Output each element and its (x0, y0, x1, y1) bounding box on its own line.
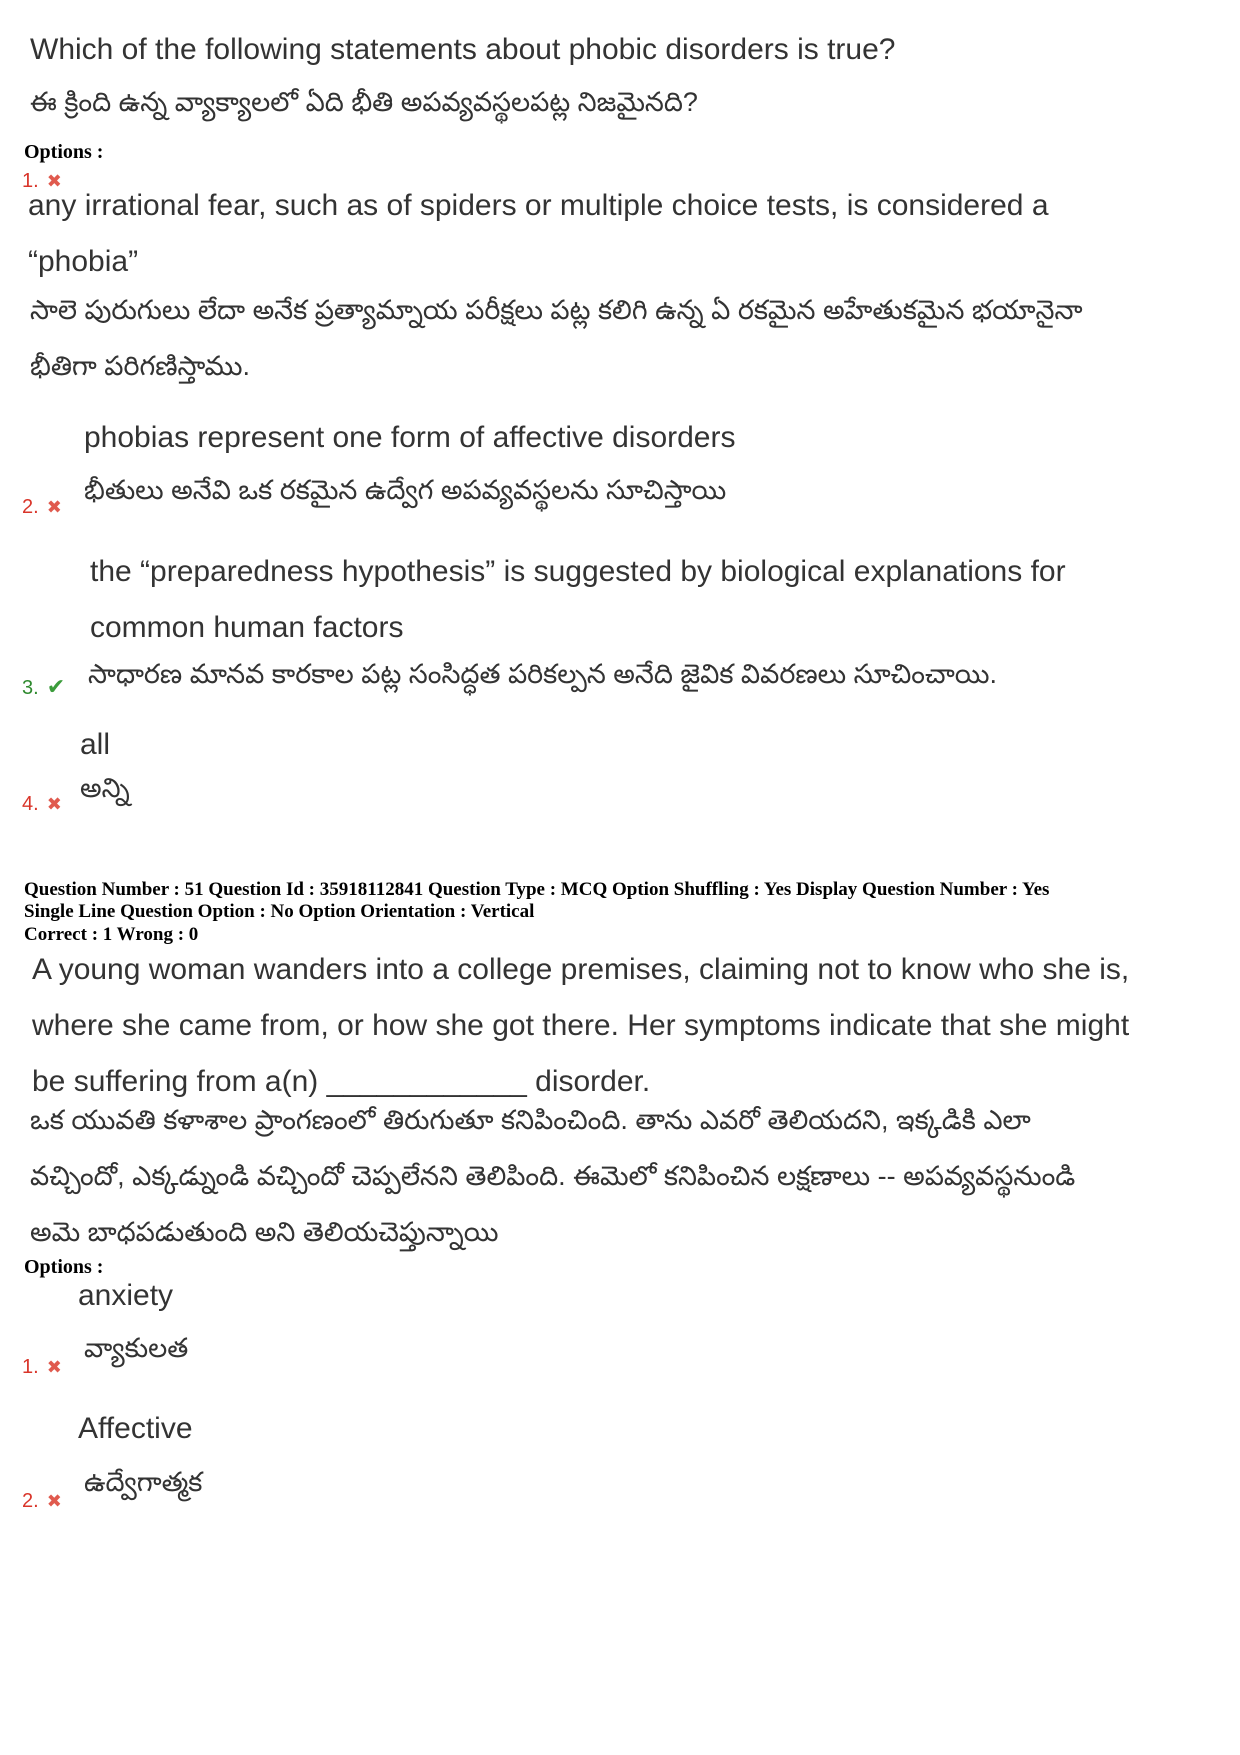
option-4-text-te: అన్ని (80, 773, 130, 803)
check-icon: ✔ (46, 674, 66, 699)
question-text-te (30, 1092, 1075, 1260)
option-number: 2. (22, 1490, 39, 1512)
score-line: Correct : 1 Wrong : 0 (24, 924, 199, 945)
options-label: Options : (24, 1256, 104, 1278)
question-text-line: ఒక యువతి కళాశాల ప్రాంగణంలో తిరుగుతూ కనిపించింది. తాను ఎవరో తెలియదని, ఇక్కడికి ఎలా (30, 1105, 1031, 1135)
question-meta-line: Question Number : 51 Question Id : 35918112841 Question Type : MCQ Option Shuffling : Yes Display Question Number : Yes (24, 879, 1050, 900)
cross-icon: ✖ (46, 497, 62, 517)
option-3-text-te: సాధారణ మానవ కారకాల పట్ల సంసిద్ధత పరికల్పన అనేది జైవిక వివరణలు సూచించాయి. (88, 659, 997, 689)
option-4-number-row (22, 793, 62, 816)
option-number: 2. (22, 496, 39, 518)
option-1-number-row (22, 1356, 62, 1379)
question-text-line: A young woman wanders into a college premises, claiming not to know who she is, (32, 953, 1130, 986)
option-text-line: common human factors (90, 611, 404, 644)
option-number: 1. (22, 170, 39, 192)
question-meta (24, 879, 1049, 923)
question-text-line: అమె బాధపడుతుంది అని తెలియచెప్తున్నాయి (30, 1217, 499, 1247)
option-2-text-en: Affective (78, 1412, 193, 1445)
option-text-line: భీతిగా పరిగణిస్తాము. (30, 351, 250, 381)
option-2-number-row (22, 1490, 62, 1513)
option-text-line: any irrational fear, such as of spiders or multiple choice tests, is considered a (28, 189, 1049, 222)
question-text-line: where she came from, or how she got there. Her symptoms indicate that she might (32, 1009, 1130, 1042)
option-2-text-te: ఉద్వేగాత్మక (84, 1467, 203, 1497)
question-text-line: be suffering from a(n) ____________ disorder. (32, 1065, 651, 1098)
question-text-en: Which of the following statements about phobic disorders is true? (30, 33, 896, 66)
option-number: 1. (22, 1356, 39, 1378)
question-text-te: ఈ క్రింది ఉన్న వ్యాక్యాలలో ఏది భీతి అపవ్యవస్థలపట్ల నిజమైనది? (30, 87, 698, 117)
option-2-text-en: phobias represent one form of affective disorders (84, 421, 736, 454)
cross-icon: ✖ (46, 171, 62, 191)
option-number: 4. (22, 793, 39, 815)
option-1-text-en (28, 178, 1049, 290)
option-2-text-te: భీతులు అనేవి ఒక రకమైన ఉద్వేగ అపవ్యవస్థలను సూచిస్తాయి (84, 475, 727, 505)
option-1-text-te: వ్యాకులత (84, 1333, 189, 1363)
option-4-text-en: all (80, 728, 111, 761)
cross-icon: ✖ (46, 1491, 62, 1511)
question-text-line: వచ్చిందో, ఎక్కడ్నుండి వచ్చిందో చెప్పలేనని తెలిపింది. ఈమెలో కనిపించిన లక్షణాలు -- అపవ్యవస్థనుండి (30, 1161, 1076, 1191)
cross-icon: ✖ (46, 794, 62, 814)
option-text-line: the “preparedness hypothesis” is suggested by biological explanations for (90, 555, 1066, 588)
option-3-number-row (22, 674, 65, 700)
option-number: 3. (22, 677, 39, 699)
option-3-text-en (90, 544, 1066, 656)
option-2-number-row (22, 496, 62, 519)
options-label: Options : (24, 141, 104, 163)
cross-icon: ✖ (46, 1357, 62, 1377)
question-text-en (32, 942, 1129, 1110)
option-text-line: సాలె పురుగులు లేదా అనేక ప్రత్యామ్నాయ పరీక్షలు పట్ల కలిగి ఉన్న ఏ రకమైన అహేతుకమైన భయానైనా (30, 295, 1083, 325)
option-text-line: “phobia” (28, 245, 139, 278)
option-1-text-te (30, 282, 1083, 394)
question-meta-line: Single Line Question Option : No Option Orientation : Vertical (24, 901, 535, 922)
option-1-text-en: anxiety (78, 1279, 174, 1312)
